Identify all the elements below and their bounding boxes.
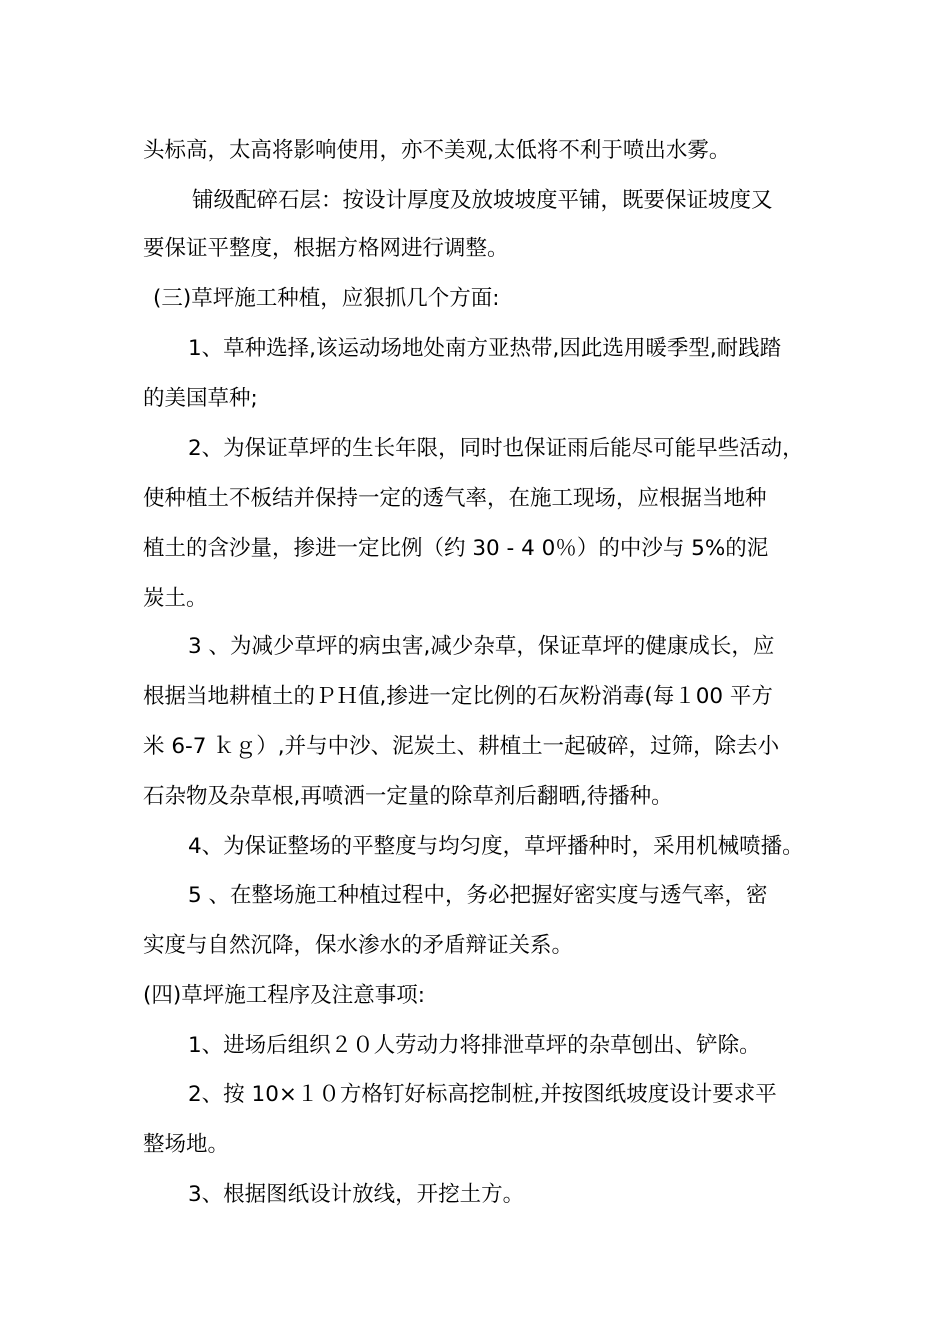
text-line: 5 、在整场施工种植过程中，务必把握好密实度与透气率，密 xyxy=(188,883,768,908)
text-line: 4、为保证整场的平整度与均匀度，草坪播种时，采用机械喷播。 xyxy=(188,834,804,859)
text-line: 3 、为减少草坪的病虫害,减少杂草，保证草坪的健康成长，应 xyxy=(188,634,775,659)
text-line: 的美国草种; xyxy=(143,386,258,411)
text-line: 米 6-7 ｋｇ）,并与中沙、泥炭土、耕植土一起破碎，过筛，除去小 xyxy=(143,734,780,759)
text-line: 炭土。 xyxy=(143,586,208,611)
text-line: 头标高，太高将影响使用，亦不美观,太低将不利于喷出水雾。 xyxy=(143,138,731,163)
text-line: 1、草种选择,该运动场地处南方亚热带,因此选用暖季型,耐践踏 xyxy=(188,336,782,361)
text-line: 植土的含沙量，掺进一定比例（约 30 - 4 0％）的中沙与 5%的泥 xyxy=(143,536,769,561)
text-line: 1、进场后组织２０人劳动力将排泄草坪的杂草刨出、铲除。 xyxy=(188,1033,761,1058)
text-line: 根据当地耕植土的ＰＨ值,掺进一定比例的石灰粉消毒(每１00 平方 xyxy=(143,684,773,709)
text-line: 实度与自然沉降，保水渗水的矛盾辩证关系。 xyxy=(143,933,574,958)
text-line: 3、根据图纸设计放线，开挖土方。 xyxy=(188,1182,525,1207)
section-heading: (四)草坪施工程序及注意事项: xyxy=(143,983,426,1008)
text-line: 石杂物及杂草根,再喷洒一定量的除草剂后翻晒,待播种。 xyxy=(143,784,673,809)
text-line: 2、按 10×１０方格钉好标高挖制桩,并按图纸坡度设计要求平 xyxy=(188,1082,777,1107)
section-heading: (三)草坪施工种植，应狠抓几个方面: xyxy=(153,286,500,311)
text-line: 整场地。 xyxy=(143,1132,230,1157)
text-line: 使种植土不板结并保持一定的透气率，在施工现场，应根据当地种 xyxy=(143,486,767,511)
text-line: 2、为保证草坪的生长年限，同时也保证雨后能尽可能早些活动， xyxy=(188,436,804,461)
text-line: 铺级配碎石层：按设计厚度及放坡坡度平铺，既要保证坡度又 xyxy=(192,188,773,213)
text-line: 要保证平整度，根据方格网进行调整。 xyxy=(143,236,509,261)
